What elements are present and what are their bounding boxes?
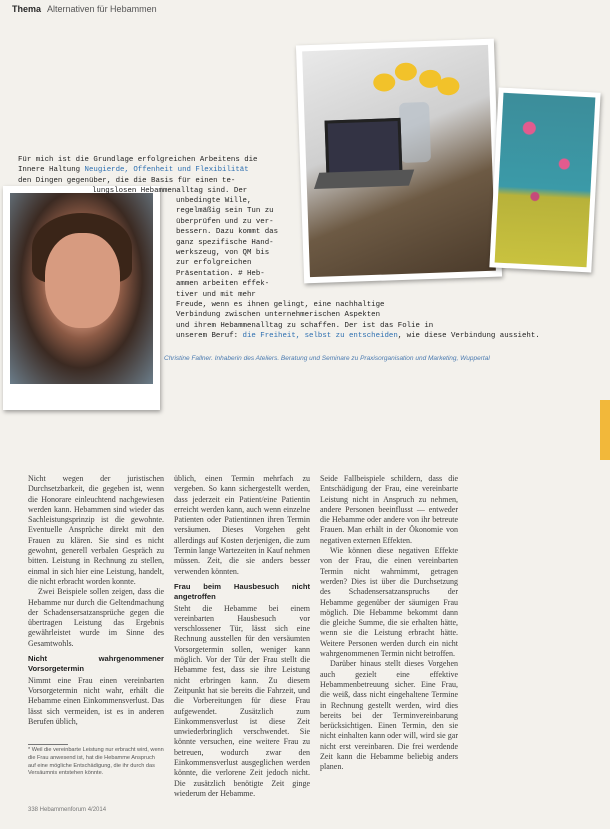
quote-text: zur erfolgreichen	[176, 259, 252, 267]
subheading: Nicht wahrgenommener Vorsorgetermin	[28, 654, 164, 674]
highlight-phrase: die Freiheit, selbst zu entscheiden	[242, 332, 398, 340]
quote-line	[176, 331, 540, 342]
quote-line	[176, 269, 265, 280]
quote-line	[176, 206, 274, 217]
paragraph: Seide Fallbeispiele schildern, dass die Entschädigung der Frau, eine vereinbarte Leistung nicht in Anspruch zu nehmen, andere Personen beeinflusst — entweder die Hebamme oder andere von ihr betreute Frauen. Man erhält in der Ökonomie von negativen externen Effekten.	[320, 474, 458, 545]
quote-text: regelmäßig sein Tun zu	[176, 207, 274, 215]
photo-fabric	[489, 87, 600, 272]
photo-laptop-flowers	[296, 39, 502, 284]
laptop-screen-illustration	[325, 118, 403, 177]
paragraph: Zwei Beispiele sollen zeigen, dass die Hebamme nur durch die Geltendmachung der Schadensersatzansprüche gegen die übertragen Leistung das Ergebnis gewährleistet wurde im Sinne des Gesamtwohls.	[28, 587, 164, 648]
quote-text: den Dingen gegenüber, die die Basis für einen te-	[18, 177, 236, 185]
text-column-3	[320, 474, 458, 773]
quote-text: ganz spezifische Hand-	[176, 239, 274, 247]
quote-text: ammen arbeiten effek-	[176, 280, 270, 288]
section-label: Thema	[12, 4, 42, 14]
photo-portrait	[3, 186, 160, 410]
paragraph: üblich, einen Termin mehrfach zu vergeben. So kann sichergestellt werden, dass jederzeit ein Patient/eine Patientin erreicht werden kann, auch wenn einzelne Patienten oder Patientinnen ihren Termin versäumen. Dieses Vorgehen geht allerdings auf Kosten derjenigen, die zum Termin lange Wartezeiten in Kauf nehmen müssen. Zeit, die sie anders besser verwenden könnten.	[174, 474, 310, 576]
text-column-2	[174, 474, 310, 799]
text-column-1	[28, 474, 164, 727]
section-subtitle: Alternativen für Hebammen	[47, 4, 157, 14]
quote-line	[176, 258, 251, 269]
quote-line	[176, 238, 274, 249]
footnote: * Weil die vereinbarte Leistung nur erbracht wird, wenn die Frau anwesend ist, hat die Hebamme Anspruch auf eine mögliche Entschädigung, die ihr durch das Versäumnis entstehen könnte.	[28, 744, 164, 778]
quote-line	[176, 248, 269, 259]
paragraph: Nicht wegen der juristischen Durchsetzbarkeit, die gegeben ist, wenn die Honorare einleuchtend nachgewiesen werden kann. Hebammen sind wieder das Sachleistungsprinzip ist die gewohnte. Eventuelle Ansprüche direkt mit den Frauen zu klären. Sie sind es nicht gewohnt, generell verbalen Gespräch zu bitten. Leistung in Rechnung zu stellen, einmal in sich hier eine Leistung, handelt, die nicht erbracht worden konnte.	[28, 474, 164, 586]
face-illustration	[45, 233, 120, 328]
quote-text: Für mich ist die Grundlage erfolgreichen Arbeitens die	[18, 156, 258, 164]
subheading: Frau beim Hausbesuch nicht angetroffen	[174, 581, 310, 602]
quote-text: Innere Haltung	[18, 166, 85, 174]
quote-line	[18, 165, 249, 176]
quote-text: unserem Beruf:	[176, 332, 243, 340]
quote-text: bessern. Dazu kommt das	[176, 228, 279, 236]
quote-text: Verbindung zwischen unternehmerischen Aspekten	[176, 311, 381, 319]
quote-text: Freude, wenn es ihnen gelingt, eine nachhaltige	[176, 301, 385, 309]
quote-line	[176, 217, 274, 228]
quote-text: tiver und mit mehr	[176, 291, 256, 299]
quote-text: und ihrem Hebammenalltag zu schaffen. Der ist das Folie in	[176, 322, 434, 330]
paragraph: Nimmt eine Frau einen vereinbarten Vorsorgetermin nicht wahr, erhält die Hebamme einen Einkommensverlust. Das lässt sich vermeiden, ist es in anderen Berufen üblich,	[28, 675, 164, 726]
vase-illustration	[399, 102, 431, 163]
quote-text: lungslosen Hebammenalltag sind. Der	[92, 187, 248, 195]
quote-text: überprüfen und zu ver-	[176, 218, 274, 226]
quote-line	[176, 290, 256, 301]
page-edge-tab	[600, 400, 610, 460]
page-footer: 338 Hebammenforum 4/2014	[28, 807, 107, 813]
quote-text: , wie diese Verbindung aussieht.	[397, 332, 540, 340]
photo-caption: Christine Fallner. Inhaberin des Ateliers. Beratung und Seminare zu Praxisorganisation und Marketing, Wuppertal	[164, 355, 490, 362]
paragraph: Wie können diese negativen Effekte von der Frau, die einen vereinbarten Termin nicht wahrnimmt, getragen werden? Dies ist über die Durchsetzung des Schadensersatzanspruchs der Hebamme gegenüber der säumigen Frau möglich. Die Hebamme bekommt dann die gleiche Summe, die sie erhalten hätte, wenn sie die Leistung erbracht hätte. Weitere Personen werden durch ein nicht wahrgenommenen Termin nicht betroffen.	[320, 546, 458, 659]
quote-text: werkszeug, von QM bis	[176, 249, 270, 257]
flowers-illustration	[373, 61, 464, 104]
running-header	[12, 4, 157, 14]
quote-line	[176, 227, 278, 238]
highlight-phrase: Neugierde, Offenheit und Flexibilität	[84, 166, 249, 174]
paragraph: Darüber hinaus stellt dieses Vorgehen auch gezielt eine effektive Hebammenbetreuung sicher. Eine Frau, die weiß, dass nicht eingehaltene Termine in Rechnung gestellt werden, wird dies bereits bei der Terminvereinbarung berücksichtigen. Einen Termin, den sie nicht einhalten kann oder will, wird sie gar nicht erst vereinbaren. Die frei werdende Zeit kann die Hebamme beliebig anders planen.	[320, 659, 458, 772]
quote-line	[176, 310, 380, 321]
quote-line	[176, 300, 384, 311]
quote-line	[176, 279, 269, 290]
quote-line	[92, 186, 247, 197]
paragraph: Steht die Hebamme bei einem vereinbarten Hausbesuch vor verschlossener Tür, lässt sich eine Rechnung ausstellen für den versäumten Vorsorgetermin sollen, weniger kann möglich. Vor der Tür der Frau stellt die Hebamme fest, dass sie ihre Leistung nicht erbringen kann. Zu diesem Zeitpunkt hat sie bereits die Fahrzeit, und die Vorbereitungen für diese Frau aufgewendet. Zusätzlich zum Einkommensverlust ist diese Zeit unwiederbringlich verschwendet. Sie könnte versuchen, eine weitere Frau zu betreuen, wodurch zwar den Einkommensverlust ausgeglichen werden könnte, die verlorene Zeit jedoch nicht. Die zusätzlich benötigte Zeit ginge wiederum der Hebamme.	[174, 603, 310, 798]
quote-line	[18, 155, 258, 166]
quote-text: Präsentation. # Heb-	[176, 270, 265, 278]
quote-text: unbedingte Wille,	[176, 197, 252, 205]
laptop-base-illustration	[314, 169, 414, 189]
quote-line	[176, 196, 251, 207]
quote-line	[176, 321, 433, 332]
quote-line	[18, 176, 235, 187]
